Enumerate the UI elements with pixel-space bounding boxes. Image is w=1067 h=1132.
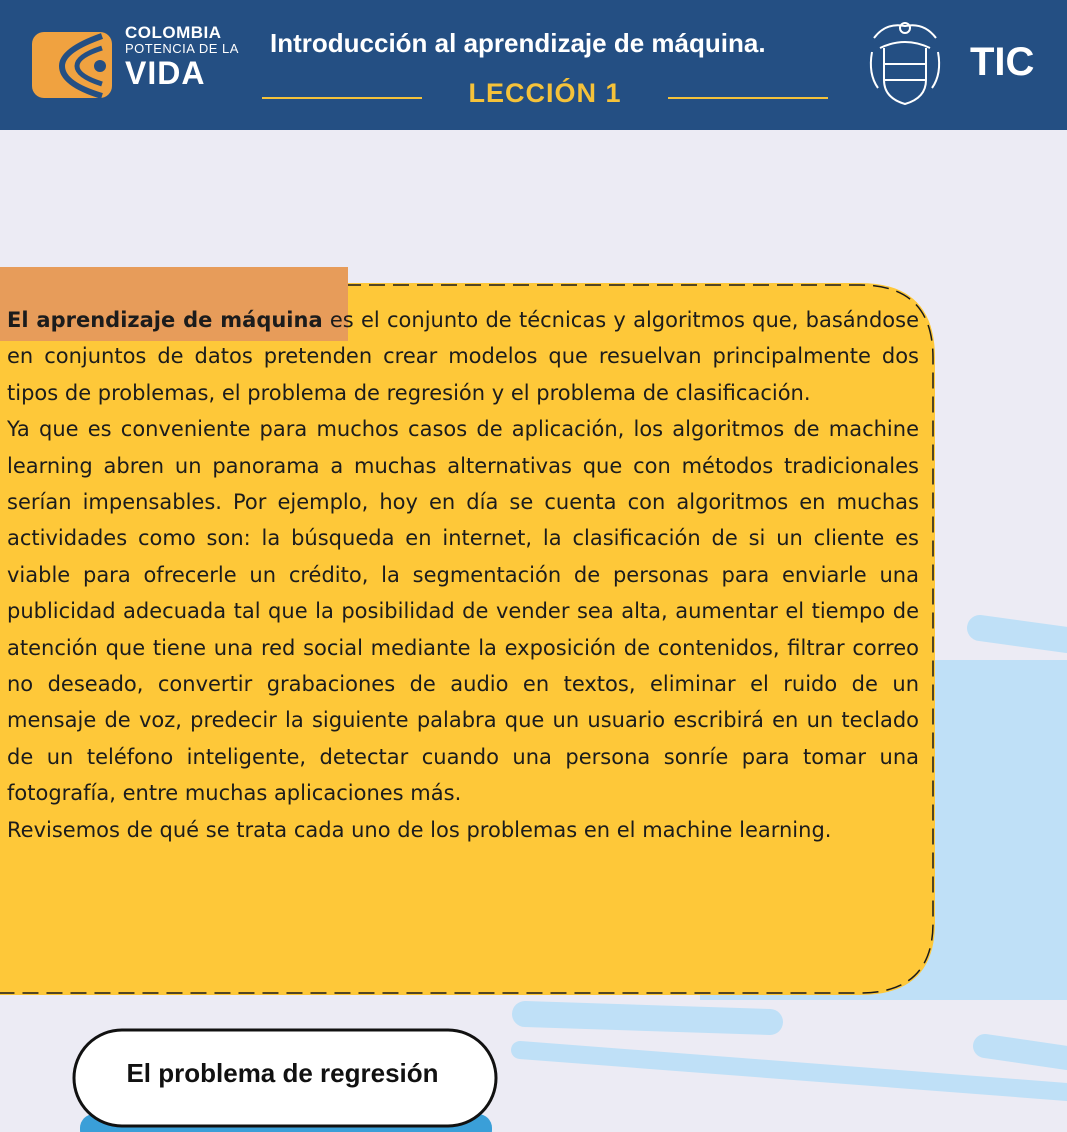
colombia-logo-text [125, 24, 239, 90]
signal-waves-logo-icon [32, 28, 112, 100]
logo-line-1: COLOMBIA [125, 23, 222, 42]
section-title: El problema de regresión [126, 1058, 439, 1088]
paragraph-intro-problems: Revisemos de qué se trata cada uno de los problemas en el machine learning. [7, 817, 832, 842]
paragraph-definition [7, 302, 919, 411]
course-title: Introducción al aprendizaje de máquina. [270, 28, 766, 58]
lesson-content [7, 302, 919, 848]
lesson-row [262, 76, 828, 116]
lesson-label: LECCIÓN 1 [468, 78, 622, 108]
logo-line-2: POTENCIA DE LA [125, 41, 239, 56]
logo-line-3: VIDA [125, 55, 206, 91]
coat-of-arms-icon [866, 18, 944, 110]
paragraph-applications: Ya que es conveniente para muchos casos de aplicación, los algoritmos de machine learning abren un panorama a muchas alternativas que con métodos tradicionales serían impensables. Por ejemplo, hoy en día se cuenta con algoritmos en muchas actividades como son: la búsqueda en internet, la clasificación de si un cliente es viable para ofrecerle un crédito, la segmentación de personas para enviarle una publicidad adecuada tal que la posibilidad de vender sea alta, aumentar el tiempo de atención que tiene una red social mediante la exposición de contenidos, filtrar correo no deseado, convertir grabaciones de audio en textos, eliminar el ruido de un mensaje de voz, predecir la siguiente palabra que un usuario escribirá en un teclado de un teléfono inteligente, detectar cuando una persona sonríe para tomar una fotografía, entre muchas aplicaciones más. [7, 417, 919, 806]
definition-text: es el conjunto de técnicas y algoritmos que, basándose en conjuntos de datos pretenden crear modelos que resuelvan principalmente dos tipos de problemas, el problema de regresión y el problema de clasificación. [7, 308, 919, 405]
ministry-label: TIC [970, 40, 1035, 84]
key-term: El aprendizaje de máquina [7, 308, 323, 332]
page-header [0, 0, 1067, 130]
